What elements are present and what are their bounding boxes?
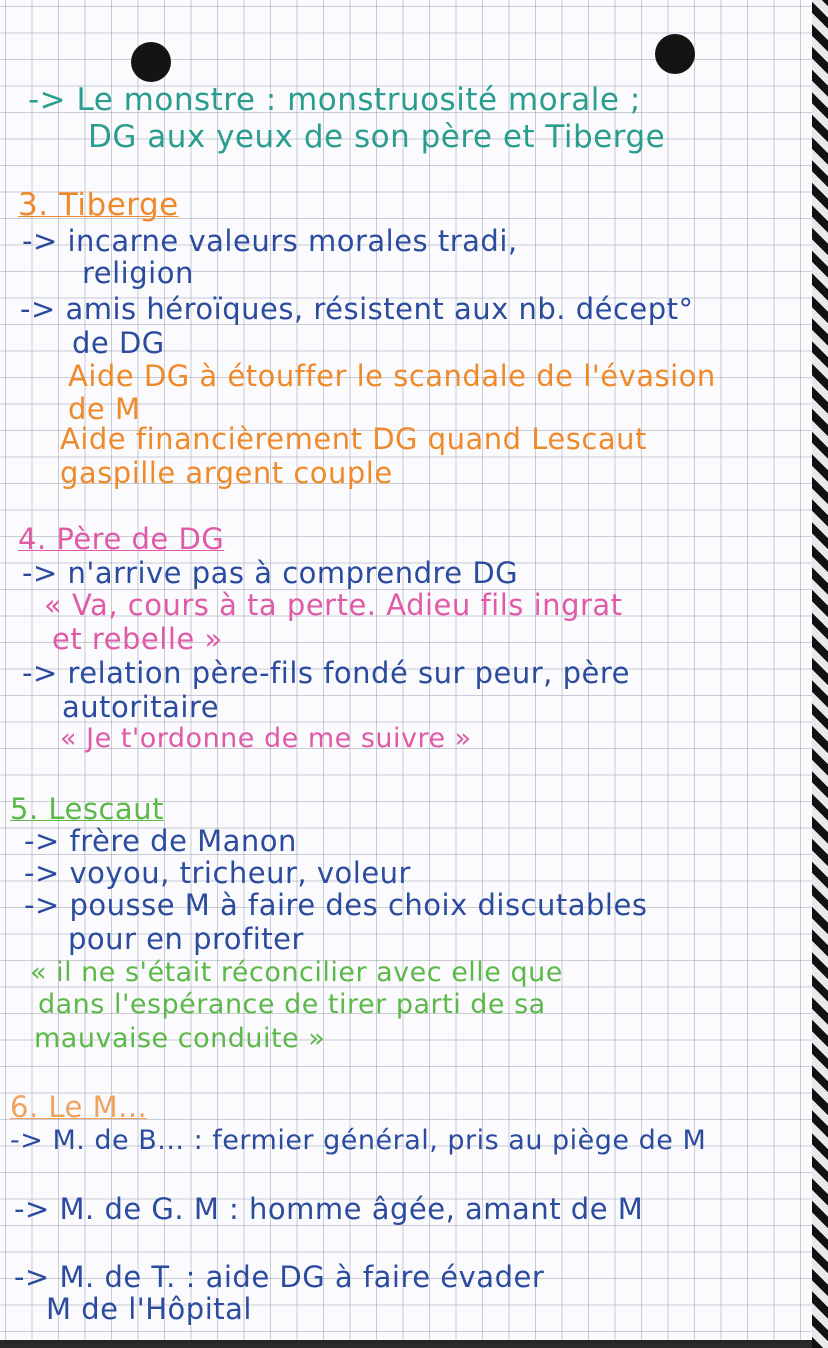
- note-line: Aide DG à étouffer le scandale de l'évasion: [68, 359, 716, 393]
- note-line: -> M. de B... : fermier général, pris au piège de M: [10, 1125, 707, 1156]
- note-line: « Je t'ordonne de me suivre »: [60, 723, 472, 754]
- note-line: « il ne s'était réconcilier avec elle que: [30, 957, 563, 988]
- note-line: dans l'espérance de tirer parti de sa: [38, 989, 546, 1020]
- note-line: Aide financièrement DG quand Lescaut: [60, 422, 647, 456]
- note-line: -> frère de Manon: [24, 824, 297, 858]
- note-line: M de l'Hôpital: [46, 1292, 252, 1326]
- note-line: gaspille argent couple: [60, 456, 393, 490]
- section-heading: 4. Père de DG: [18, 522, 225, 556]
- note-line: -> M. de G. M : homme âgée, amant de M: [14, 1192, 644, 1226]
- note-line: « Va, cours à ta perte. Adieu fils ingrat: [44, 588, 623, 622]
- note-line: pour en profiter: [68, 922, 304, 956]
- note-line: -> voyou, tricheur, voleur: [24, 856, 411, 890]
- note-line: -> pousse M à faire des choix discutables: [24, 888, 648, 922]
- note-line: autoritaire: [62, 690, 220, 724]
- section-heading: 3. Tiberge: [18, 187, 179, 223]
- punch-hole-right: [655, 34, 695, 74]
- note-line: et rebelle »: [52, 622, 223, 656]
- note-line: -> amis héroïques, résistent aux nb. décept°: [20, 292, 694, 326]
- note-line: -> incarne valeurs morales tradi,: [22, 224, 518, 258]
- background-pattern-edge: [812, 0, 828, 1348]
- note-line: de M: [68, 392, 141, 426]
- punch-hole-left: [131, 42, 171, 82]
- note-line: -> Le monstre : monstruosité morale ;: [28, 82, 641, 118]
- section-heading: 6. Le M...: [10, 1090, 148, 1124]
- note-line: DG aux yeux de son père et Tiberge: [88, 119, 666, 155]
- section-heading: 5. Lescaut: [10, 792, 164, 826]
- note-line: -> M. de T. : aide DG à faire évader: [14, 1260, 545, 1294]
- note-line: mauvaise conduite »: [34, 1023, 326, 1054]
- note-line: -> n'arrive pas à comprendre DG: [22, 556, 519, 590]
- note-line: de DG: [72, 326, 165, 360]
- note-line: -> relation père-fils fondé sur peur, père: [22, 656, 630, 690]
- note-line: religion: [82, 256, 194, 290]
